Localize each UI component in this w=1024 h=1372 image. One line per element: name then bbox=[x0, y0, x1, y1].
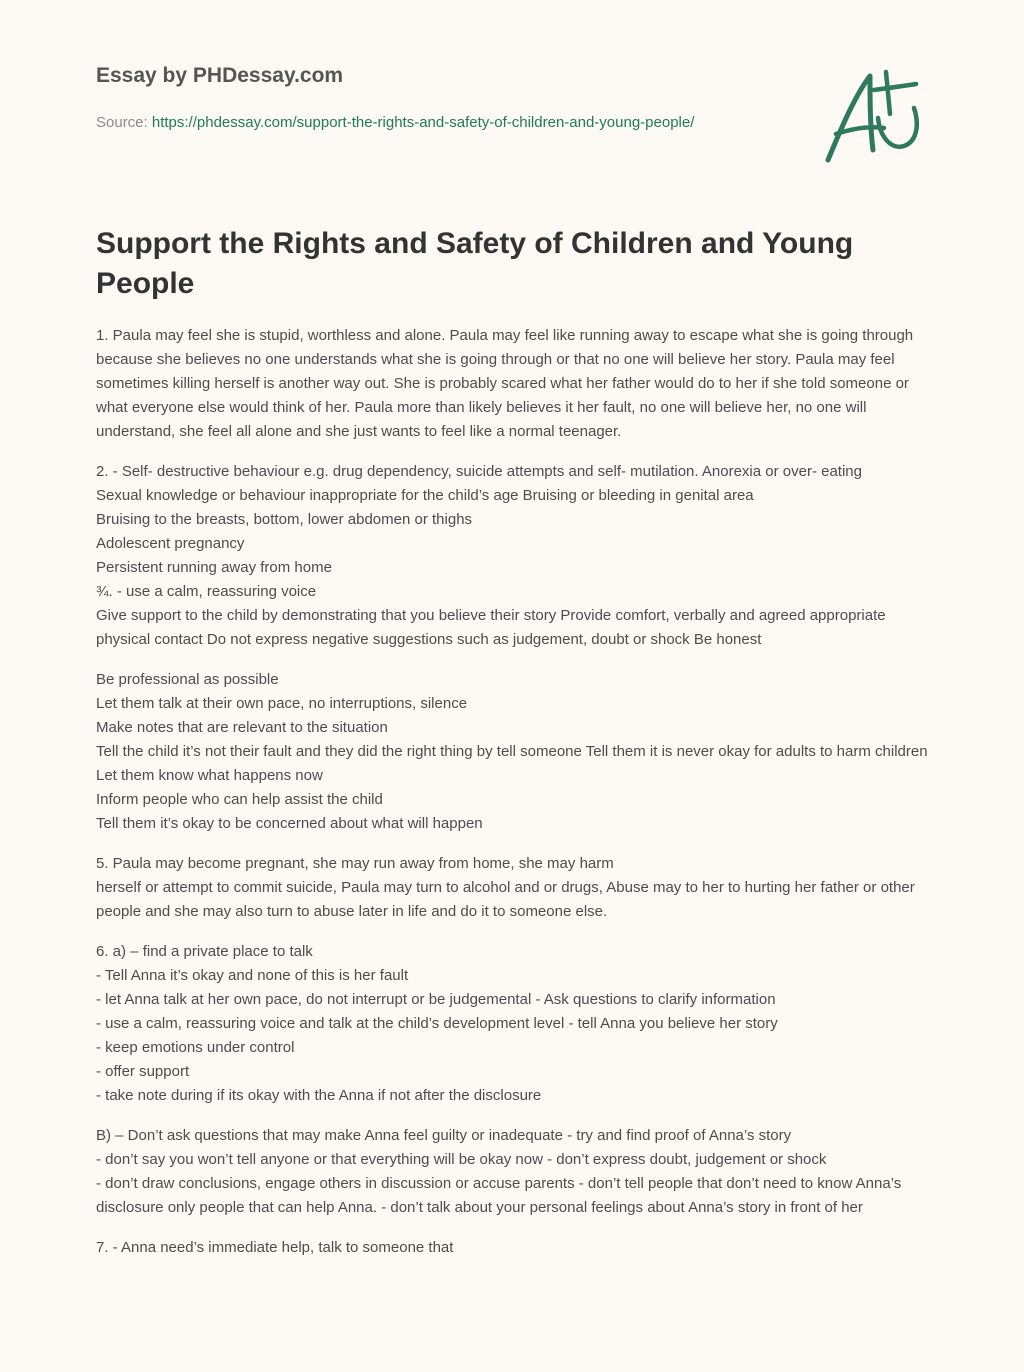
paragraph-line: - don’t draw conclusions, engage others in discussion or accuse parents - don’t tell people that don’t need to know Anna’s disclosure only people that can help Anna. - don’t talk about your personal feelings about Anna’s story in front of her bbox=[96, 1175, 902, 1216]
paragraph-line: - Tell Anna it’s okay and none of this is her fault bbox=[96, 967, 409, 984]
paragraph-line: 5. Paula may become pregnant, she may run away from home, she may harm bbox=[96, 855, 614, 872]
paragraph-line: Tell the child it’s not their fault and they did the right thing by tell someone Tell them it is never okay for adults to harm children bbox=[96, 743, 928, 760]
essay-paragraph bbox=[96, 324, 932, 444]
source-label: Source: bbox=[96, 114, 152, 131]
paragraph-line: Be professional as possible bbox=[96, 671, 279, 688]
paragraph-line: Bruising to the breasts, bottom, lower abdomen or thighs bbox=[96, 511, 473, 528]
paragraph-line: B) – Don’t ask questions that may make Anna feel guilty or inadequate - try and find proof of Anna’s story bbox=[96, 1127, 792, 1144]
paragraph-line: ¾. - use a calm, reassuring voice bbox=[96, 583, 317, 600]
paragraph-line: - offer support bbox=[96, 1063, 190, 1080]
site-title: Essay by PHDessay.com bbox=[96, 64, 344, 87]
essay-paragraph bbox=[96, 852, 932, 924]
paragraph-line: Let them talk at their own pace, no interruptions, silence bbox=[96, 695, 468, 712]
paragraph-line: Give support to the child by demonstrating that you believe their story Provide comfort, verbally and agreed appropriate physical contact Do not express negative suggestions such as judgement, doubt or shock Be honest bbox=[96, 607, 886, 648]
paragraph-line: - take note during if its okay with the Anna if not after the disclosure bbox=[96, 1087, 542, 1104]
essay-paragraph bbox=[96, 668, 932, 836]
essay-paragraph bbox=[96, 940, 932, 1108]
paragraph-line: Make notes that are relevant to the situation bbox=[96, 719, 388, 736]
essay-title: Support the Rights and Safety of Children and Young People bbox=[96, 227, 854, 300]
paragraph-line: Inform people who can help assist the child bbox=[96, 791, 383, 808]
paragraph-line: 7. - Anna need’s immediate help, talk to someone that bbox=[96, 1239, 454, 1256]
paragraph-line: 2. - Self- destructive behaviour e.g. drug dependency, suicide attempts and self- mutilation. Anorexia or over- eating bbox=[96, 463, 862, 480]
paragraph-line: Adolescent pregnancy bbox=[96, 535, 245, 552]
paragraph-line: - let Anna talk at her own pace, do not interrupt or be judgemental - Ask questions to clarify information bbox=[96, 991, 776, 1008]
a-plus-logo-icon bbox=[820, 64, 932, 168]
paragraph-line: - use a calm, reassuring voice and talk at the child’s development level - tell Anna you believe her story bbox=[96, 1015, 778, 1032]
essay-paragraph bbox=[96, 1236, 932, 1260]
source-line bbox=[96, 111, 736, 135]
paragraph-line: herself or attempt to commit suicide, Paula may turn to alcohol and or drugs, Abuse may to her to hurting her father or other people and she may also turn to abuse later in life and do it to someone else. bbox=[96, 879, 915, 920]
paragraph-line: - don’t say you won’t tell anyone or that everything will be okay now - don’t express doubt, judgement or shock bbox=[96, 1151, 827, 1168]
paragraph-line: Persistent running away from home bbox=[96, 559, 332, 576]
source-link[interactable]: https://phdessay.com/support-the-rights-and-safety-of-children-and-young-people/ bbox=[151, 114, 695, 131]
paragraph-line: Tell them it’s okay to be concerned about what will happen bbox=[96, 815, 483, 832]
paragraph-line: 6. a) – find a private place to talk bbox=[96, 943, 313, 960]
paragraph-line: Sexual knowledge or behaviour inappropriate for the child’s age Bruising or bleeding in genital area bbox=[96, 487, 754, 504]
paragraph-line: Let them know what happens now bbox=[96, 767, 323, 784]
paragraph-line: - keep emotions under control bbox=[96, 1039, 295, 1056]
paragraph-line: 1. Paula may feel she is stupid, worthless and alone. Paula may feel like running away to escape what she is going through because she believes no one understands what she is going through or that no one will believe her story. Paula may feel sometimes killing herself is another way out. She is probably scared what her father would do to her if she told someone or what everyone else would think of her. Paula more than likely believes it her fault, no one will believe her, no one will understand, she feel all alone and she just wants to feel like a normal teenager. bbox=[96, 327, 914, 440]
essay-paragraph bbox=[96, 1124, 932, 1220]
essay-body bbox=[96, 324, 932, 1276]
essay-paragraph bbox=[96, 460, 932, 652]
